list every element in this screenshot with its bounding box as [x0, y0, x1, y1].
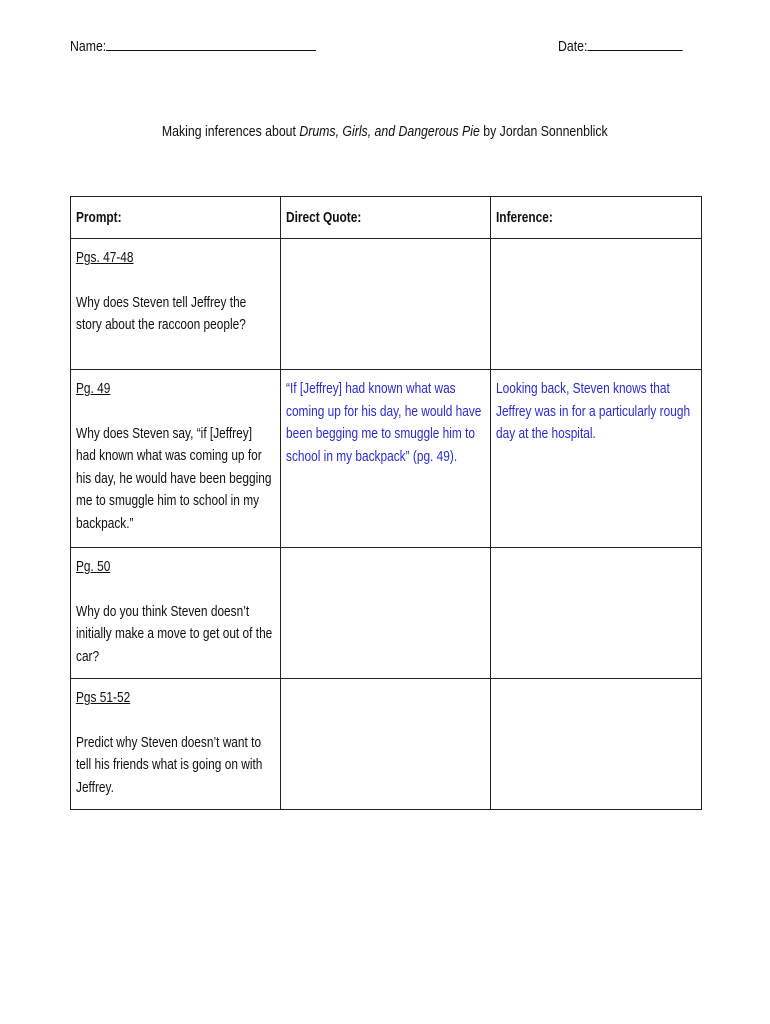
- worksheet-title: [0, 122, 770, 142]
- page-reference: Pgs. 47-48: [76, 250, 134, 266]
- quote-text: “If [Jeffrey] had known what was coming up for his day, he would have been begging me to smuggle him to school in my backpack” (pg. 49).: [286, 381, 482, 465]
- table-row: [71, 370, 702, 548]
- inference-cell[interactable]: [491, 239, 702, 370]
- name-field: [70, 36, 370, 57]
- table-row: [71, 548, 702, 679]
- direct-quote-cell[interactable]: [281, 679, 491, 810]
- prompt-cell: [71, 370, 281, 548]
- page-reference: Pg. 49: [76, 381, 111, 397]
- date-blank-line: [587, 36, 682, 51]
- header-prompt: Prompt:: [71, 197, 281, 239]
- date-field: [558, 36, 710, 57]
- prompt-cell: [71, 548, 281, 679]
- direct-quote-cell[interactable]: [281, 370, 491, 548]
- date-label: Date:: [558, 38, 588, 55]
- prompt-text: Why does Steven tell Jeffrey the story about the raccoon people?: [76, 294, 247, 333]
- page-reference: Pgs 51-52: [76, 690, 131, 706]
- inference-cell[interactable]: [491, 370, 702, 548]
- inference-text: Looking back, Steven knows that Jeffrey was in for a particularly rough day at the hospital.: [496, 381, 691, 442]
- prompt-cell: [71, 679, 281, 810]
- inference-table: [70, 196, 702, 810]
- inference-cell[interactable]: [491, 679, 702, 810]
- header-direct-quote: Direct Quote:: [281, 197, 491, 239]
- page-reference: Pg. 50: [76, 559, 111, 575]
- table-row: [71, 239, 702, 370]
- name-label: Name:: [70, 38, 107, 55]
- header-inference: Inference:: [491, 197, 702, 239]
- table-row: [71, 679, 702, 810]
- inference-cell[interactable]: [491, 548, 702, 679]
- name-blank-line: [106, 36, 316, 51]
- direct-quote-cell[interactable]: [281, 239, 491, 370]
- prompt-text: Why does Steven say, “if [Jeffrey] had known what was coming up for his day, he would have been begging me to smuggle him to school in my backpack.”: [76, 425, 272, 532]
- title-suffix: by Jordan Sonnenblick: [480, 123, 608, 140]
- prompt-text: Why do you think Steven doesn’t initially make a move to get out of the car?: [76, 603, 273, 665]
- prompt-cell: [71, 239, 281, 370]
- table-header-row: [71, 197, 702, 239]
- prompt-text: Predict why Steven doesn’t want to tell his friends what is going on with Jeffrey.: [76, 734, 263, 796]
- title-prefix: Making inferences about: [162, 123, 300, 140]
- book-title: Drums, Girls, and Dangerous Pie: [299, 123, 481, 140]
- direct-quote-cell[interactable]: [281, 548, 491, 679]
